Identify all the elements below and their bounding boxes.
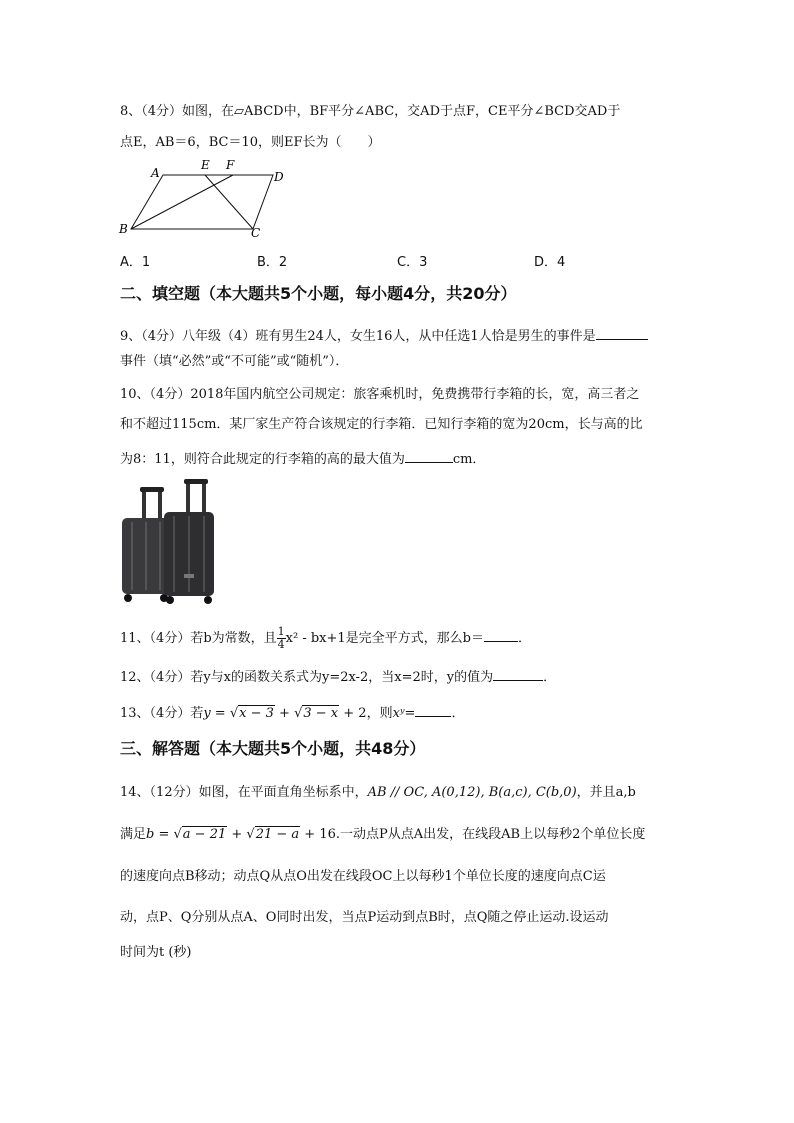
q13-mid: ，则 bbox=[366, 706, 393, 721]
q10-line2: 和不超过115cm．某厂家生产符合该规定的行李箱．已知行李箱的宽为20cm，长与高的比 bbox=[120, 417, 643, 432]
q9-line2: 事件（填“必然”或“不可能”或“随机”）． bbox=[120, 354, 349, 369]
label-f: F bbox=[226, 158, 235, 172]
q8-line2: 点E，AB＝6，BC＝10，则EF长为（ ） bbox=[120, 135, 381, 150]
q11-line bbox=[120, 626, 531, 652]
q11-frac-num: 1 bbox=[277, 625, 285, 638]
q10-line1: 10、（4分）2018年国内航空公司规定：旅客乘机时，免费携带行李箱的长，宽，高三者之 bbox=[120, 387, 640, 402]
q8-line1: 8、（4分）如图，在▱ABCD中，BF平分∠ABC，交AD于点F，CE平分∠BCD交AD于 bbox=[120, 104, 621, 119]
q14-root1: a − 21 bbox=[182, 827, 227, 842]
q14-root2: 21 − a bbox=[255, 827, 300, 842]
q11-end: ． bbox=[517, 631, 531, 647]
luggage-image bbox=[118, 478, 218, 608]
q13-root1: x − 3 bbox=[239, 706, 274, 721]
q11-answer-blank[interactable] bbox=[484, 628, 518, 642]
q12-answer-blank[interactable] bbox=[493, 667, 543, 681]
q14-motion-p: .一动点P从点A出发，在线段AB上以每秒2个单位长度 bbox=[335, 827, 646, 842]
label-c: C bbox=[251, 226, 261, 239]
q11-frac-den: 4 bbox=[277, 638, 285, 652]
q14-line3: 的速度向点B移动；动点Q从点O出发在线段OC上以每秒1个单位长度的速度向点C运 bbox=[120, 869, 606, 884]
q8-option-c[interactable]: C．3 bbox=[397, 255, 428, 270]
label-a: A bbox=[151, 166, 160, 180]
q8-option-a[interactable]: A．1 bbox=[120, 255, 151, 270]
q8-option-d[interactable]: D．4 bbox=[534, 255, 566, 270]
q10-line3 bbox=[120, 449, 485, 466]
q13-root2: 3 − x bbox=[303, 706, 339, 721]
q14-plus16: + 16 bbox=[300, 827, 336, 842]
q11-fraction bbox=[277, 626, 286, 651]
parallelogram-figure bbox=[115, 157, 295, 239]
q14-line4: 动，点P、Q分别从点A、O同时出发，当点P运动到点B时，点Q随之停止运动.设运动 bbox=[120, 910, 609, 925]
q10-answer-blank[interactable] bbox=[405, 449, 453, 463]
q13-answer-blank[interactable] bbox=[415, 703, 451, 717]
q10-unit: cm． bbox=[452, 452, 486, 467]
q14-line2: 满足b = √a − 21 + √21 − a + 16.一动点P从点A出发，在线段AB上以每秒2个单位长度 bbox=[120, 827, 646, 842]
q14-line5: 时间为t (秒) bbox=[120, 945, 192, 960]
q12-end: ． bbox=[543, 670, 557, 685]
q14-satisfy: 满足 bbox=[120, 827, 147, 842]
q13-dot: ． bbox=[451, 706, 465, 721]
q9-answer-blank[interactable] bbox=[596, 326, 648, 340]
q13-line: 13、（4分）若y = √x − 3 + √3 − x + 2，则xʸ= ． bbox=[120, 703, 464, 720]
q14-ab: ，并且a,b bbox=[576, 785, 636, 800]
q13-prefix: 13、（4分）若 bbox=[120, 706, 204, 721]
q14-conditions: AB // OC, A(0,12), B(a,c), C(b,0) bbox=[367, 785, 577, 800]
label-d: D bbox=[274, 170, 284, 184]
q12-line bbox=[120, 667, 556, 684]
q8-option-b[interactable]: B．2 bbox=[257, 255, 288, 270]
q10-text: 为8：11，则符合此规定的行李箱的高的最大值为 bbox=[120, 452, 405, 467]
q13-power: xʸ bbox=[392, 706, 405, 721]
q14-intro: 14、（12分）如图，在平面直角坐标系中， bbox=[120, 785, 368, 800]
q9-text: 9、（4分）八年级（4）班有男生24人，女生16人，从中任选1人恰是男生的事件是 bbox=[120, 329, 596, 344]
q12-text: 12、（4分）若y与x的函数关系式为y=2x-2，当x=2时，y的值为 bbox=[120, 670, 494, 685]
q13-eq: = bbox=[404, 706, 416, 721]
q13-tail: + 2 bbox=[339, 706, 367, 721]
q13-plus: + bbox=[274, 706, 295, 721]
q14-line1 bbox=[120, 786, 636, 799]
q11-prefix: 11、（4分）若b为常数，且 bbox=[120, 631, 277, 647]
q14-b-eq: b = bbox=[146, 827, 174, 842]
q11-mid: x² - bx+1是完全平方式，那么b＝ bbox=[285, 631, 484, 647]
section3-title: 三、解答题（本大题共5个小题，共48分） bbox=[120, 739, 426, 758]
label-b: B bbox=[119, 222, 128, 236]
q13-y: y = bbox=[203, 706, 230, 721]
section2-title: 二、填空题（本大题共5个小题，每小题4分，共20分） bbox=[120, 284, 517, 303]
q9-line1 bbox=[120, 326, 648, 343]
label-e: E bbox=[201, 158, 210, 172]
